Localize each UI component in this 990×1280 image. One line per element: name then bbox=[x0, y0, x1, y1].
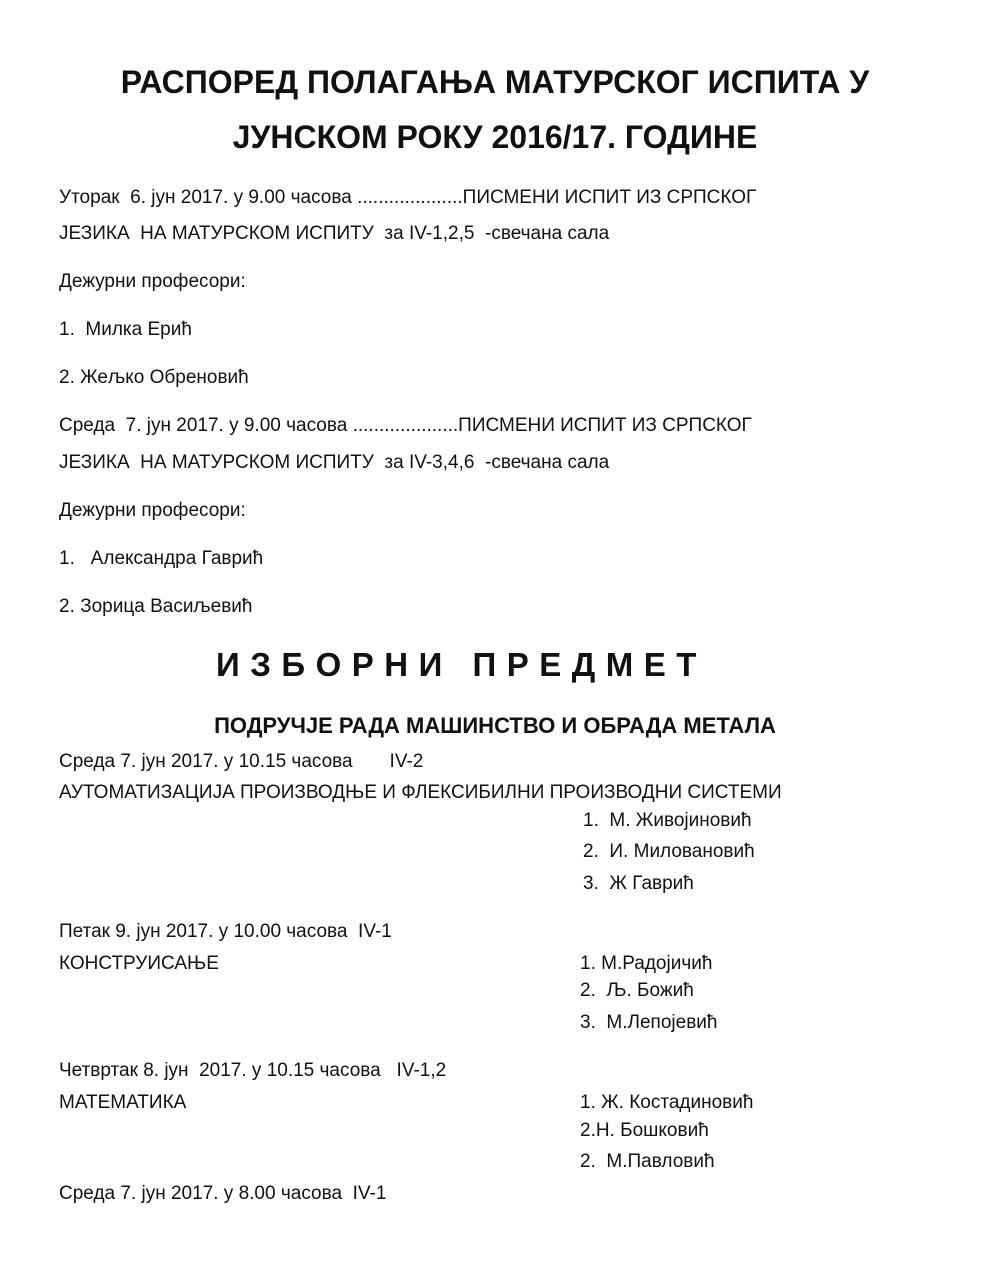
exam1-duty-1: 1. Милка Ерић bbox=[59, 319, 192, 340]
elective-3-teacher-1: 1. Ж. Костадиновић bbox=[580, 1092, 754, 1113]
exam2-duty-2: 2. Зорица Васиљевић bbox=[59, 596, 253, 617]
title-line-2: ЈУНСКОМ РОКУ 2016/17. ГОДИНЕ bbox=[232, 119, 758, 155]
elective-3-teacher-3: 2. М.Павловић bbox=[580, 1151, 715, 1172]
elective-1-teacher-2: 2. И. Миловановић bbox=[583, 841, 755, 862]
exam1-line-2: ЈЕЗИКА НА МАТУРСКОМ ИСПИТУ за IV-1,2,5 -свечана сала bbox=[59, 223, 610, 244]
elective-2-teacher-1: 1. М.Радојичић bbox=[580, 953, 713, 974]
elective-subheading: ПОДРУЧЈЕ РАДА МАШИНСТВО И ОБРАДА МЕТАЛА bbox=[214, 713, 776, 738]
elective-3-subject: МАТЕМАТИКА bbox=[59, 1092, 187, 1113]
exam1-duty-label: Дежурни професори: bbox=[59, 271, 246, 292]
elective-2-teacher-2: 2. Љ. Божић bbox=[580, 980, 694, 1001]
elective-2-subject: КОНСТРУИСАЊЕ bbox=[59, 953, 219, 974]
exam1-duty-2: 2. Жељко Обреновић bbox=[59, 367, 249, 388]
elective-2-when: Петак 9. јун 2017. у 10.00 часова IV-1 bbox=[59, 921, 392, 942]
exam1-line-1: Уторак 6. јун 2017. у 9.00 часова ....................ПИСМЕНИ ИСПИТ ИЗ СРПСКОГ bbox=[59, 187, 757, 208]
elective-1-teacher-1: 1. М. Живојиновић bbox=[583, 810, 752, 831]
elective-heading: ИЗБОРНИ ПРЕДМЕТ bbox=[216, 646, 707, 683]
title-line-1: РАСПОРЕД ПОЛАГАЊА МАТУРСКОГ ИСПИТА У bbox=[120, 64, 870, 100]
exam2-line-2: ЈЕЗИКА НА МАТУРСКОМ ИСПИТУ за IV-3,4,6 -свечана сала bbox=[59, 452, 610, 473]
exam2-line-1: Среда 7. јун 2017. у 9.00 часова ....................ПИСМЕНИ ИСПИТ ИЗ СРПСКОГ bbox=[59, 415, 752, 436]
elective-2-teacher-3: 3. М.Лепојевић bbox=[580, 1012, 718, 1033]
elective-4-when: Среда 7. јун 2017. у 8.00 часова IV-1 bbox=[59, 1183, 387, 1204]
elective-1-subject: АУТОМАТИЗАЦИЈА ПРОИЗВОДЊЕ И ФЛЕКСИБИЛНИ ПРОИЗВОДНИ СИСТЕМИ bbox=[59, 782, 782, 803]
exam2-duty-label: Дежурни професори: bbox=[59, 500, 246, 521]
elective-3-when: Четвртак 8. јун 2017. у 10.15 часова IV-1,2 bbox=[59, 1060, 447, 1081]
exam2-duty-1: 1. Александра Гаврић bbox=[59, 548, 264, 569]
elective-1-when: Среда 7. јун 2017. у 10.15 часова IV-2 bbox=[59, 751, 424, 772]
elective-3-teacher-2: 2.Н. Бошковић bbox=[580, 1120, 709, 1141]
elective-1-teacher-3: 3. Ж Гаврић bbox=[583, 873, 694, 894]
